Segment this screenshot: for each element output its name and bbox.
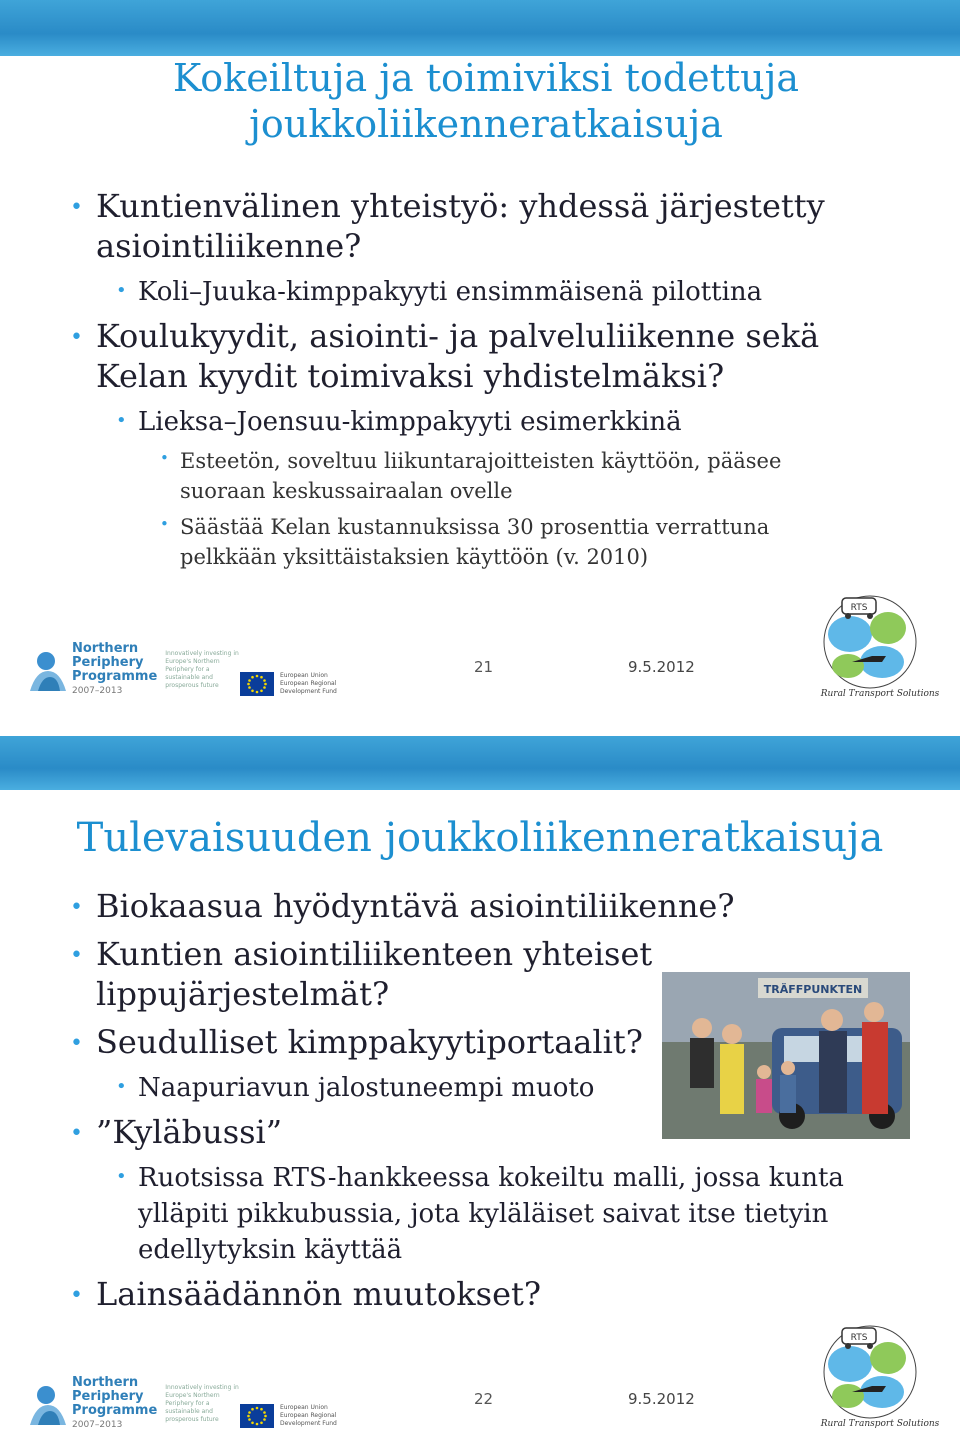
bullet-text: Säästää Kelan kustannuksissa 30 prosenttia verrattuna pelkkään yksittäistaksien käyttöön (v. 2010)	[180, 515, 770, 569]
svg-text:RTS: RTS	[850, 1333, 868, 1343]
bullet-icon: •	[70, 195, 83, 220]
eu-flag-icon	[240, 672, 274, 696]
npp-tagline: Innovatively investing in Europe's Northern Periphery for a sustainable and prosperous future	[165, 1384, 239, 1423]
bullet-icon: •	[70, 943, 83, 968]
npp-line-1: Northern	[72, 641, 139, 656]
npp-line-2: Periphery	[72, 655, 144, 670]
slide-header-bar	[0, 0, 960, 56]
bullet-icon: •	[70, 1283, 83, 1308]
bullet-icon: •	[70, 1121, 83, 1146]
eu-logo	[240, 672, 350, 696]
bullet-text: Kuntienvälinen yhteistyö: yhdessä järjestetty asiointiliikenne?	[96, 187, 825, 265]
bullet-text: Kuntien asiointiliikenteen yhteiset lippujärjestelmät?	[96, 935, 653, 1013]
list-item	[116, 404, 876, 440]
bullet-text: Seudulliset kimppakyytiportaalit?	[96, 1023, 643, 1061]
slide-title: Tulevaisuuden joukkoliikenneratkaisuja	[76, 815, 884, 861]
rts-logo-graphic	[812, 592, 942, 704]
eu-text: European Union European Regional Development Fund	[280, 672, 337, 695]
npp-years: 2007–2013	[72, 686, 123, 696]
title-line-1: Kokeiltuja ja toimiviksi todettuja	[172, 56, 800, 100]
npp-mark-icon	[28, 1381, 68, 1427]
slide-22	[0, 718, 960, 1436]
npp-logo	[28, 1376, 243, 1432]
svg-text:Rural Transport Solutions: Rural Transport Solutions	[820, 689, 940, 699]
slide-title	[156, 56, 816, 147]
bullet-text: Lainsäädännön muutokset?	[96, 1275, 542, 1313]
list-item	[116, 1160, 898, 1268]
npp-tagline: Innovatively investing in Europe's Northern Periphery for a sustainable and prosperous future	[165, 650, 239, 689]
npp-line-3: Programme	[72, 669, 158, 684]
page-number: 22	[474, 1390, 494, 1408]
slide-21	[0, 0, 960, 712]
slide-date: 9.5.2012	[628, 1390, 695, 1408]
slide-date: 9.5.2012	[628, 658, 695, 676]
bullet-icon: •	[116, 410, 127, 431]
npp-line-2: Periphery	[72, 1389, 144, 1404]
list-item	[70, 886, 776, 926]
bullet-text: Biokaasua hyödyntävä asiointiliikenne?	[96, 887, 735, 925]
bullet-icon: •	[116, 1166, 127, 1187]
title-line-2: joukkoliikenneratkaisuja	[249, 101, 723, 146]
bullet-icon: •	[70, 895, 83, 920]
svg-text:RTS: RTS	[850, 603, 868, 613]
eu-flag-icon	[240, 1404, 274, 1428]
bullet-text: ”Kyläbussi”	[96, 1113, 283, 1151]
bullet-icon: •	[160, 515, 169, 533]
list-item	[70, 316, 856, 396]
npp-logo	[28, 642, 243, 698]
list-item	[70, 1274, 906, 1314]
bullet-text: Naapuriavun jalostuneempi muoto	[138, 1073, 595, 1103]
list-item	[160, 446, 840, 506]
bullet-icon: •	[70, 325, 83, 350]
bullet-text: Esteetön, soveltuu liikuntarajoitteisten käyttöön, pääsee suoraan keskussairaalan ovelle	[180, 449, 782, 503]
npp-mark-icon	[28, 647, 68, 693]
list-item	[160, 512, 840, 572]
npp-years: 2007–2013	[72, 1420, 123, 1430]
npp-line-3: Programme	[72, 1403, 158, 1418]
page-number: 21	[474, 658, 494, 676]
list-item	[116, 1070, 658, 1106]
svg-text:Rural Transport Solutions: Rural Transport Solutions	[820, 1419, 940, 1429]
rts-logo-graphic	[812, 1322, 942, 1434]
bullet-text: Ruotsissa RTS-hankkeessa kokeiltu malli, jossa kunta ylläpiti pikkubussia, jota kyläläiset saivat itse tietyin edellytyksin käyttää	[138, 1163, 844, 1265]
rts-logo	[812, 592, 942, 708]
photo-sign-text: TRÄFFPUNKTEN	[763, 983, 863, 996]
group-photo	[662, 972, 910, 1139]
list-item	[70, 934, 666, 1014]
list-item	[116, 274, 876, 310]
list-item	[70, 1022, 666, 1062]
bullet-text: Koulukyydit, asiointi- ja palveluliikenne sekä Kelan kyydit toimivaksi yhdistelmäksi?	[96, 317, 820, 395]
eu-logo	[240, 1404, 350, 1428]
rts-logo	[812, 1322, 942, 1438]
bullet-icon: •	[70, 1031, 83, 1056]
bullet-text: Lieksa–Joensuu-kimppakyyti esimerkkinä	[138, 407, 682, 437]
bullet-list	[70, 186, 876, 578]
slide-header-bar	[0, 736, 960, 790]
bullet-icon: •	[116, 280, 127, 301]
bullet-icon: •	[160, 449, 169, 467]
list-item	[70, 186, 856, 266]
eu-text: European Union European Regional Development Fund	[280, 1404, 337, 1427]
npp-line-1: Northern	[72, 1375, 139, 1390]
bullet-icon: •	[116, 1076, 127, 1097]
bullet-text: Koli–Juuka-kimppakyyti ensimmäisenä pilottina	[138, 277, 763, 307]
